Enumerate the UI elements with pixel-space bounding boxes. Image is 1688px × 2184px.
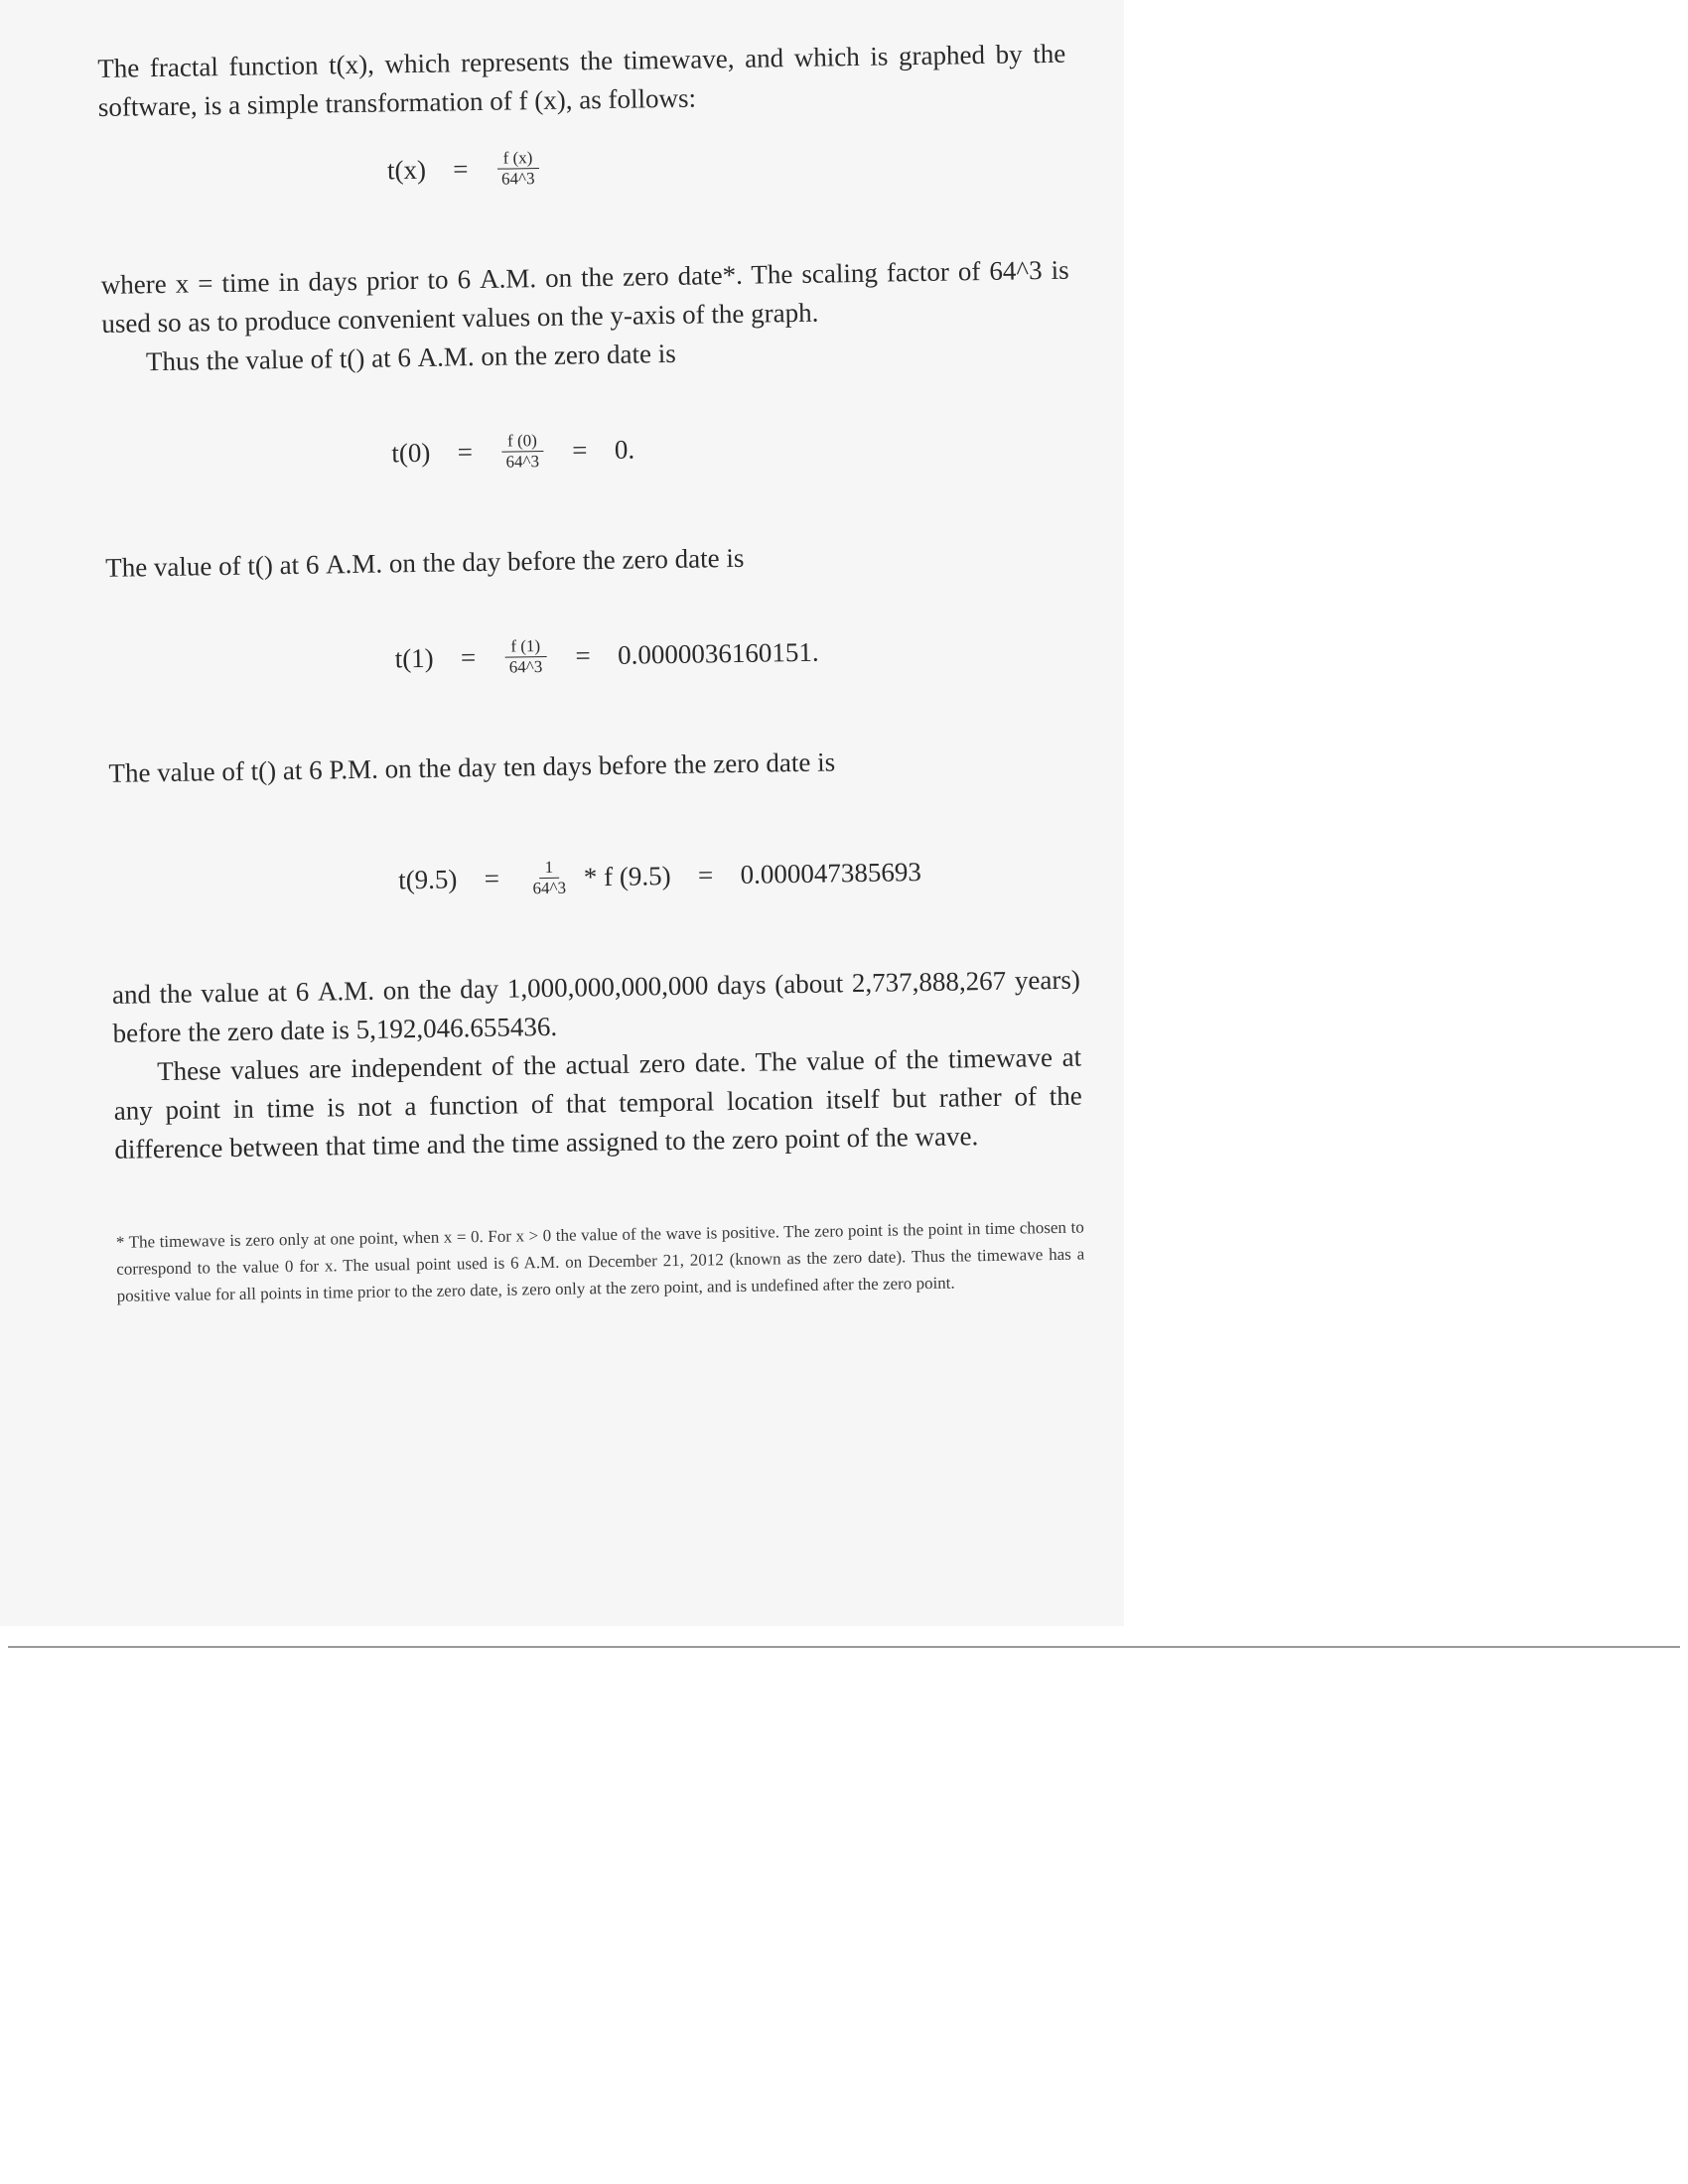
equation-1	[98, 112, 1067, 222]
equation-2-denominator: 64^3	[505, 451, 540, 472]
equation-2-fraction	[499, 430, 545, 472]
equation-4-fraction	[526, 857, 572, 898]
equation-1-denominator: 64^3	[500, 168, 535, 189]
horizontal-rule	[8, 1646, 1680, 1648]
equation-4-lhs: t(9.5)	[397, 863, 458, 894]
paragraph-trillion-days-text-a: and the value at 6	[111, 976, 319, 1010]
equation-4-result: 0.000047385693	[740, 856, 922, 889]
paragraph-where-text-b: on the zero date*. The scaling factor of 64^3 is used so as to produce convenient values on the y-axis of the graph.	[101, 254, 1069, 339]
equation-3-equals: =	[460, 641, 477, 672]
equation-4-product: * f (9.5)	[583, 860, 671, 891]
equation-3-numerator: f (1)	[504, 635, 546, 657]
equation-3-denominator: 64^3	[508, 656, 543, 677]
paragraph-day-before-text-a: The value of t() at 6	[104, 549, 327, 583]
paragraph-where-am: A.M.	[479, 263, 537, 294]
paragraph-thus-am: A.M.	[417, 341, 475, 372]
paragraph-ten-days-pm: P.M.	[329, 753, 379, 785]
equation-2-equals-2: =	[571, 434, 588, 466]
paragraph-trillion-days-am: A.M.	[317, 975, 375, 1007]
equation-3-lhs: t(1)	[394, 642, 434, 673]
paragraph-day-before-am: A.M.	[325, 548, 383, 580]
paragraph-thus-text-a: Thus the value of t() at 6	[145, 341, 418, 377]
paragraph-independent	[113, 1038, 1083, 1169]
footnote	[116, 1214, 1085, 1309]
equation-3-result: 0.0000036160151.	[617, 636, 819, 670]
page-body	[97, 35, 1085, 1309]
equation-3-equals-2: =	[575, 639, 591, 671]
paragraph-where-text-a: where x = time in days prior to 6	[100, 263, 481, 300]
paragraph-ten-days-text-a: The value of t() at 6	[108, 754, 330, 788]
paragraph-thus-text-b: on the zero date is	[474, 338, 676, 372]
equation-2-numerator: f (0)	[501, 430, 543, 452]
equation-1-numerator: f (x)	[496, 148, 538, 170]
equation-4-denominator: 64^3	[532, 878, 567, 897]
equation-1-equals: =	[453, 153, 469, 184]
equation-4-equals: =	[484, 863, 500, 893]
footnote-text: * The timewave is zero only at one point, when x = 0. For x > 0 the value of the wave is positive. The zero point is the point in time chosen to correspond to the value 0 for x. The usual point used is 6 A.M. on December 21, 2012 (known as the zero date). Thus the timewave has a positive value for all points in time prior to the zero date, is zero only at the zero point, and is undefined after the zero point.	[115, 1217, 1085, 1305]
equation-1-fraction	[495, 148, 541, 190]
equation-2-result: 0.	[614, 434, 635, 465]
equation-3	[106, 601, 1075, 711]
paragraph-day-before-text-b: on the day before the zero date is	[381, 542, 745, 579]
equation-4-equals-2: =	[697, 859, 714, 890]
equation-2-equals: =	[457, 436, 474, 467]
equation-3-fraction	[502, 635, 548, 677]
paragraph-independent-text: These values are independent of the actual zero date. The value of the timewave at any point in time is not a function of that temporal location itself but rather of the difference between that time and the time assigned to the zero point of the wave.	[113, 1041, 1082, 1164]
paragraph-intro-text: The fractal function t(x), which represents the timewave, and which is graphed by the software, is a simple transformation of f (x), as follows:	[97, 38, 1066, 122]
equation-2	[103, 395, 1072, 505]
paragraph-ten-days-text-b: on the day ten days before the zero date is	[377, 747, 836, 784]
paragraph-trillion-days-text-b: on the day 1,000,000,000,000 days (about 2,737,888,267 years) before the zero date is 5,192,046.655436.	[112, 964, 1081, 1048]
equation-1-lhs: t(x)	[386, 154, 427, 185]
equation-4-numerator: 1	[539, 857, 560, 878]
equation-4	[109, 822, 1078, 932]
equation-2-lhs: t(0)	[391, 437, 431, 468]
